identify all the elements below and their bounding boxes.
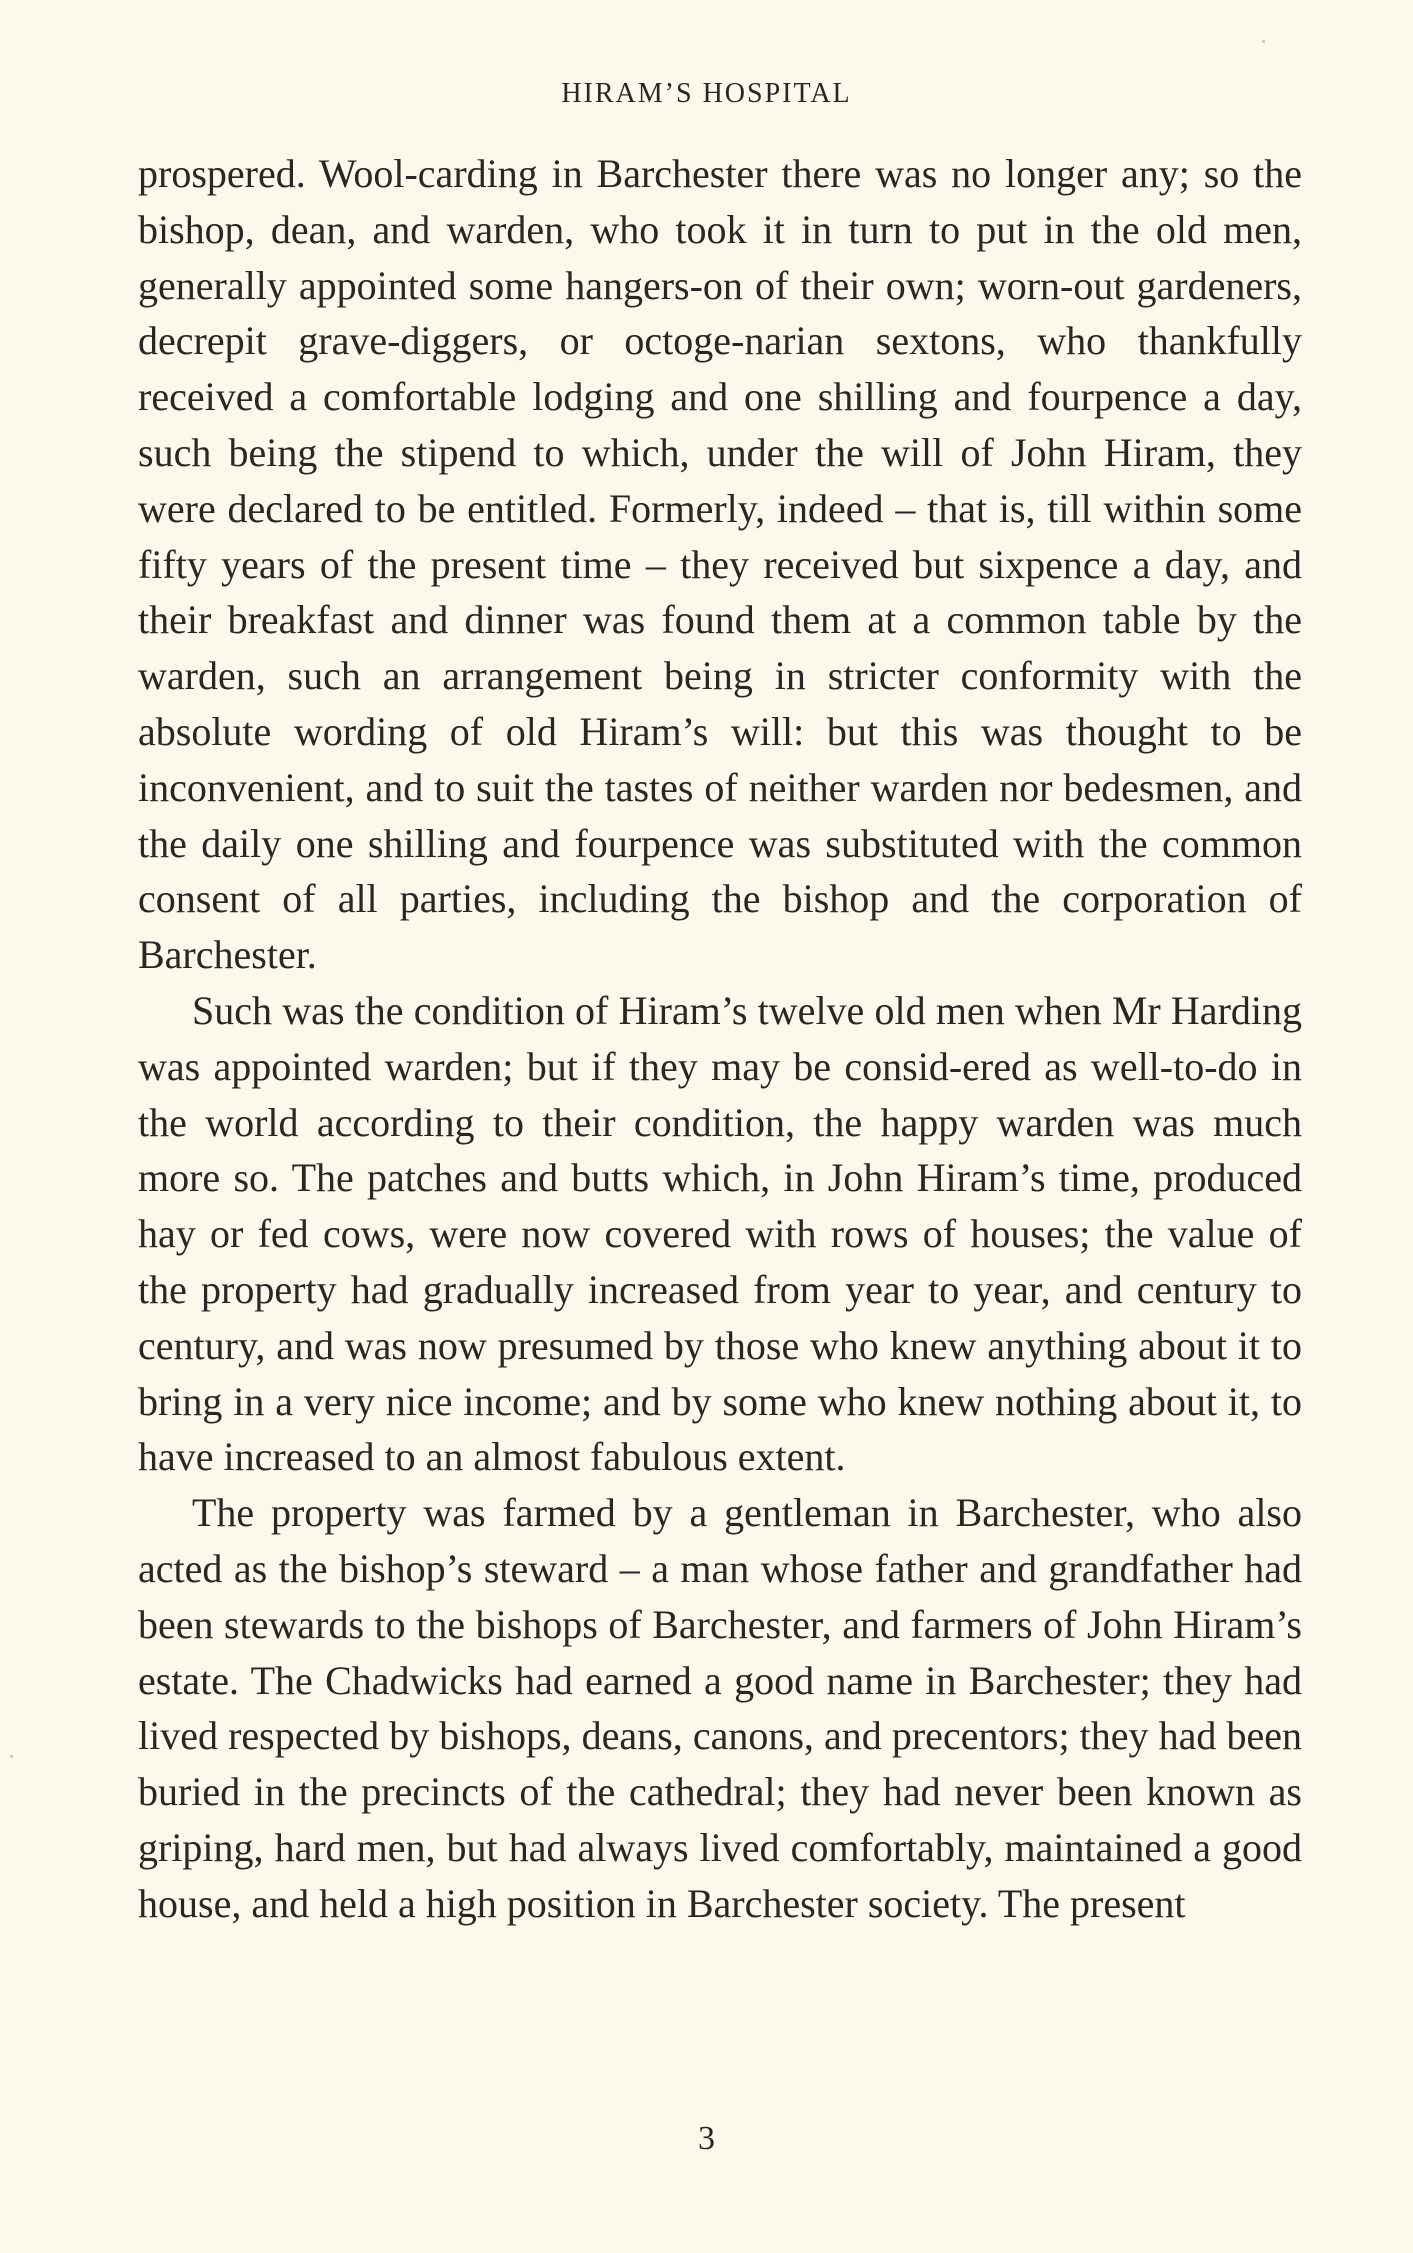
- page-number: 3: [698, 2120, 715, 2157]
- body-text: [138, 146, 1302, 1932]
- running-head: HIRAM’S HOSPITAL: [561, 78, 852, 109]
- paper-speck: [10, 1755, 13, 1758]
- paragraph-3: The property was farmed by a gentleman in Barchester, who also acted as the bishop’s steward – a man whose father and grandfather had been stewards to the bishops of Barchester, and farmers of John Hiram’s estate. The Chadwicks had earned a good name in Barchester; they had lived respected by bishops, deans, canons, and precentors; they had been buried in the precincts of the cathedral; they had never been known as griping, hard men, but had always lived comfortably, maintained a good house, and held a high position in Barchester society. The present: [138, 1490, 1302, 1926]
- paper-speck: [1262, 40, 1265, 43]
- paragraph-1: prospered. Wool-carding in Barchester there was no longer any; so the bishop, dean, and warden, who took it in turn to put in the old men, generally appointed some hangers-on of their own; worn-out gardeners, decrepit grave-diggers, or octoge-narian sextons, who thankfully received a comfortable lodging and one shilling and fourpence a day, such being the stipend to which, under the will of John Hiram, they were declared to be entitled. Formerly, indeed – that is, till within some fifty years of the present time – they received but sixpence a day, and their breakfast and dinner was found them at a common table by the warden, such an arrangement being in stricter conformity with the absolute wording of old Hiram’s will: but this was thought to be inconvenient, and to suit the tastes of neither warden nor bedesmen, and the daily one shilling and fourpence was substituted with the common consent of all parties, including the bishop and the corporation of Barchester.: [138, 151, 1302, 978]
- paragraph-2: Such was the condition of Hiram’s twelve old men when Mr Harding was appointed warden; but if they may be consid-ered as well-to-do in the world according to their condition, the happy warden was much more so. The patches and butts which, in John Hiram’s time, produced hay or fed cows, were now covered with rows of houses; the value of the property had gradually increased from year to year, and century to century, and was now presumed by those who knew anything about it to bring in a very nice income; and by some who knew nothing about it, to have increased to an almost fabulous extent.: [138, 987, 1302, 1480]
